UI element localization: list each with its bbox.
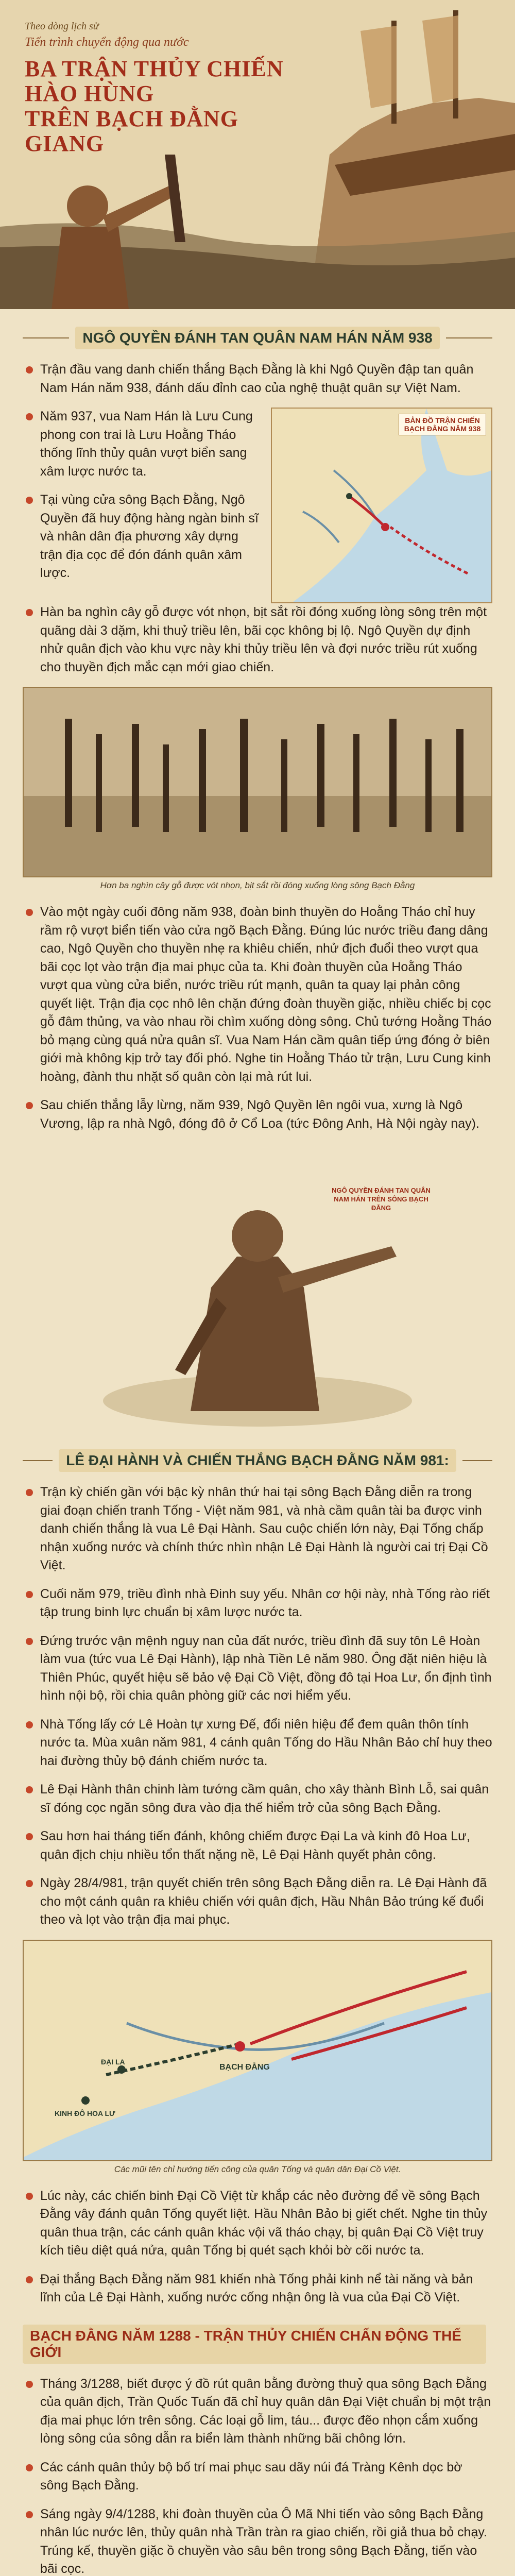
- bullet-item: Sáng ngày 9/4/1288, khi đoàn thuyền của Ô Mã Nhi tiến vào sông Bạch Đằng nhân lúc nước lên, thủy quân nhà Trần tràn ra giao chiến, rồi giả thua bỏ chạy. Trúng kế, thuyền giặc ồ chuyền vào sâu bên trong sông Bạch Đằng, tiến vào bãi cọc.: [23, 2505, 492, 2576]
- section-3-header: [23, 2325, 492, 2364]
- hero-subtitle: Tiến trình chuyển động qua nước: [25, 36, 189, 49]
- ngo-quyen-statue: [62, 1143, 453, 1432]
- map-illustration: [272, 409, 491, 602]
- statue-label: NGÔ QUYỀN ĐÁNH TAN QUÂN NAM HÁN TRÊN SÔNG BẠCH ĐẰNG: [332, 1187, 431, 1212]
- divider: [446, 337, 492, 338]
- section-3-bullets: [0, 2375, 515, 2576]
- map-title: BẢN ĐỒ TRẬN CHIẾN BẠCH ĐẰNG NĂM 938: [399, 414, 486, 435]
- bullet-item: Lê Đại Hành thân chinh làm tướng cầm quân, cho xây thành Bình Lỗ, sai quân sĩ đóng cọc ngăn sông đưa vào địa thế hiểm trở của sông Bạch Đằng.: [23, 1781, 492, 1817]
- bullet-item: Tháng 3/1288, biết được ý đồ rút quân bằng đường thuỷ qua sông Bạch Đằng của quân địch, Trần Quốc Tuấn đã chỉ huy quân dân Đại Việt chuẩn bị một trận địa mai phục lớn trên sông. Các loại gỗ lim, táu... được đẽo nhọn cắm xuống lòng sông của sông dẫn ra biển làm thành những bãi chông lớn.: [23, 2375, 492, 2448]
- section-2-header: [23, 1449, 492, 1472]
- bullet-item: Đại thắng Bạch Đằng năm 981 khiến nhà Tống phải kinh nể tài năng và bản lĩnh của Lê Đại Hành, xuống nước cống nhận ông là vua của Đại Cồ Việt.: [23, 2270, 492, 2307]
- section-1-intro: [0, 361, 515, 397]
- battle-map-938: [271, 408, 492, 603]
- bullet-item: Đứng trước vận mệnh nguy nan của đất nước, triều đình đã suy tôn Lê Hoàn làm vua (tức vua Lê Đại Hành), lập nhà Tiền Lê năm 980. Ông đặt niên hiệu là Thiên Phúc, quyết hiệu sẽ bảo vệ Đại Cồ Việt, đồng đô tại Hoa Lư, ổn định tình hình nội bộ, rồi chia quân phòng giữ các nơi hiểm yếu.: [23, 1632, 492, 1705]
- section-1-left-column: [23, 408, 259, 603]
- hero-kicker: Theo dòng lịch sử: [25, 21, 99, 32]
- bullet-item: Sau hơn hai tháng tiến đánh, không chiếm được Đại La và kinh đô Hoa Lư, quân địch chịu nhiều tổn thất nặng nề, Lê Đại Hành quyết phản công.: [23, 1827, 492, 1864]
- bullet-item: Hàn ba nghìn cây gỗ được vót nhọn, bịt sắt rồi đóng xuống lòng sông trên một quãng dài 3 dặm, khi thuỷ triều lên, bãi cọc không bị lộ. Ngô Quyền dự định nhử quân địch vào khu vực này khi thủy triều lên và đợi nước triều rút xuống cho thuyền địch mắc cạn mới giao chiến.: [23, 603, 492, 676]
- divider: [23, 337, 69, 338]
- bullet-item: Trận kỳ chiến gần với bậc kỳ nhân thứ hai tại sông Bạch Đằng diễn ra trong giai đoạn chiến tranh Tống - Việt năm 981, và nhà cầm quân tài ba được vinh danh chiến thắng là vua Lê Đại Hành. Sau cuộc chiến lớn này, Đại Tống chấp nhận xuống nước và chính thức nhìn nhận Lê Đại Hành là người cai trị Đại Cồ Việt.: [23, 1483, 492, 1575]
- bullet-item: Tại vùng cửa sông Bạch Đằng, Ngô Quyền đã huy động hàng ngàn binh sĩ và nhân dân địa phương xây dựng trận địa cọc để đón đánh quân xâm lược.: [23, 491, 259, 583]
- divider: [462, 1460, 492, 1461]
- divider: [23, 1460, 53, 1461]
- section-2-bullets: [0, 1483, 515, 1929]
- hero-title-line-1: BA TRẬN THỦY CHIẾN HÀO HÙNG: [25, 56, 284, 107]
- map-label: KINH ĐÔ HOA LƯ: [55, 2109, 115, 2117]
- bullet-item: Các cánh quân thủy bộ bố trí mai phục sau dãy núi đá Tràng Kênh dọc bờ sông Bạch Đằng.: [23, 2459, 492, 2495]
- section-1-map-row: [0, 408, 515, 603]
- section-2-title: LÊ ĐẠI HÀNH VÀ CHIẾN THẮNG BẠCH ĐẰNG NĂM 981:: [59, 1449, 456, 1472]
- bullet-item: Cuối năm 979, triều đình nhà Đinh suy yếu. Nhân cơ hội này, nhà Tống rào riết tập trung binh lực chuẩn bị xâm lược nước ta.: [23, 1585, 492, 1622]
- stakes-photo: [23, 687, 492, 877]
- section-3-title: BẠCH ĐẰNG NĂM 1288 - TRẬN THỦY CHIẾN CHẤN ĐỘNG THẾ GIỚI: [23, 2325, 486, 2364]
- bullet-item: Nhà Tống lấy cớ Lê Hoàn tự xưng Đế, đổi niên hiệu để đem quân thôn tính nước ta. Mùa xuân năm 981, 4 cánh quân Tống do Hầu Nhân Bảo chỉ huy theo hai đường thủy bộ đánh chiếm nước ta.: [23, 1716, 492, 1771]
- bullet-item: Ngày 28/4/981, trận quyết chiến trên sông Bạch Đằng diễn ra. Lê Đại Hành đã cho một cánh quân ra khiêu chiến với quân địch, Hầu Nhân Bảo trúng kế đuổi theo và lọt vào trận địa mai phục.: [23, 1874, 492, 1929]
- battle-map-981: [23, 1940, 492, 2161]
- map-981-caption: Các mũi tên chỉ hướng tiến công của quân Tống và quân dân Đại Cồ Việt.: [114, 2164, 401, 2174]
- hero-text-block: [25, 21, 293, 157]
- bullet-item: Sau chiến thắng lẫy lừng, năm 939, Ngô Quyền lên ngôi vua, xưng là Ngô Vương, lập ra nhà Ngô, đóng đô ở Cổ Loa (tức Đông Anh, Hà Nội ngày nay).: [23, 1096, 492, 1133]
- stakes-illustration: [24, 688, 491, 876]
- bullet-item: Năm 937, vua Nam Hán là Lưu Cung phong con trai là Lưu Hoằng Tháo thống lĩnh thủy quân vượt biển sang xâm lược nước ta.: [23, 408, 259, 481]
- map-981-illustration: [24, 1941, 491, 2160]
- section-1-bullets: [0, 903, 515, 1133]
- hero-banner: [0, 0, 515, 309]
- section-1-after-map: [0, 603, 515, 676]
- map-label: ĐẠI LA: [101, 2057, 125, 2066]
- section-2-after-bullets: [0, 2187, 515, 2307]
- stakes-photo-caption: Hơn ba nghìn cây gỗ được vót nhọn, bịt sắt rồi đóng xuống lòng sông Bạch Đằng: [100, 880, 415, 890]
- map-label: BẠCH ĐẰNG: [219, 2062, 270, 2072]
- hero-title-line-2: TRÊN BẠCH ĐẰNG GIANG: [25, 106, 238, 157]
- bullet-item: Lúc này, các chiến binh Đại Cồ Việt từ khắp các nẻo đường để về sông Bạch Đằng vây đánh quân Tống quyết liệt. Hầu Nhân Bảo bị giết chết. Nghe tin thủy quân thua trận, các cánh quân khác vội vã tháo chạy, bị quân Đại Cồ Việt truy kích tiêu diệt quá nửa, quân Tống bị quét sạch khỏi bờ cõi nước ta.: [23, 2187, 492, 2260]
- bullet-item: Vào một ngày cuối đông năm 938, đoàn binh thuyền do Hoằng Tháo chỉ huy rầm rộ vượt biển tiến vào cửa ngõ Bạch Đằng. Đúng lúc nước triều đang dâng cao, Ngô Quyền cho thuyền nhẹ ra khiêu chiến, nhử địch đuổi theo vượt qua bãi cọc lọt vào trận địa mai phục của ta. Khi đoàn thuyền của Hoằng Tháo vượt qua vùng cửa biển, nước triều rút mạnh, quân ta quay lại phản công quyết liệt. Trận địa cọc nhô lên chặn đứng đoàn thuyền giặc, nhiều chiếc bị cọc gỗ đâm thủng, va vào nhau rồi chìm xuống dòng sông. Chủ tướng Hoằng Tháo bỏ mạng cùng quá nửa quân sĩ. Vua Nam Hán cầm quân tiếp ứng đóng ở biên giới mà không kịp trở tay đối phó. Nghe tin Hoằng Tháo tử trận, Lưu Cung kinh hoàng, đành thu nhặt số quân còn lại mà rút lui.: [23, 903, 492, 1086]
- bullet-item: Trận đầu vang danh chiến thắng Bạch Đằng là khi Ngô Quyền đập tan quân Nam Hán năm 938, đánh dấu đỉnh cao của nghệ thuật quân sự Việt Nam.: [23, 361, 492, 397]
- section-1-header: [23, 327, 492, 349]
- section-1-title: NGÔ QUYỀN ĐÁNH TAN QUÂN NAM HÁN NĂM 938: [75, 327, 439, 349]
